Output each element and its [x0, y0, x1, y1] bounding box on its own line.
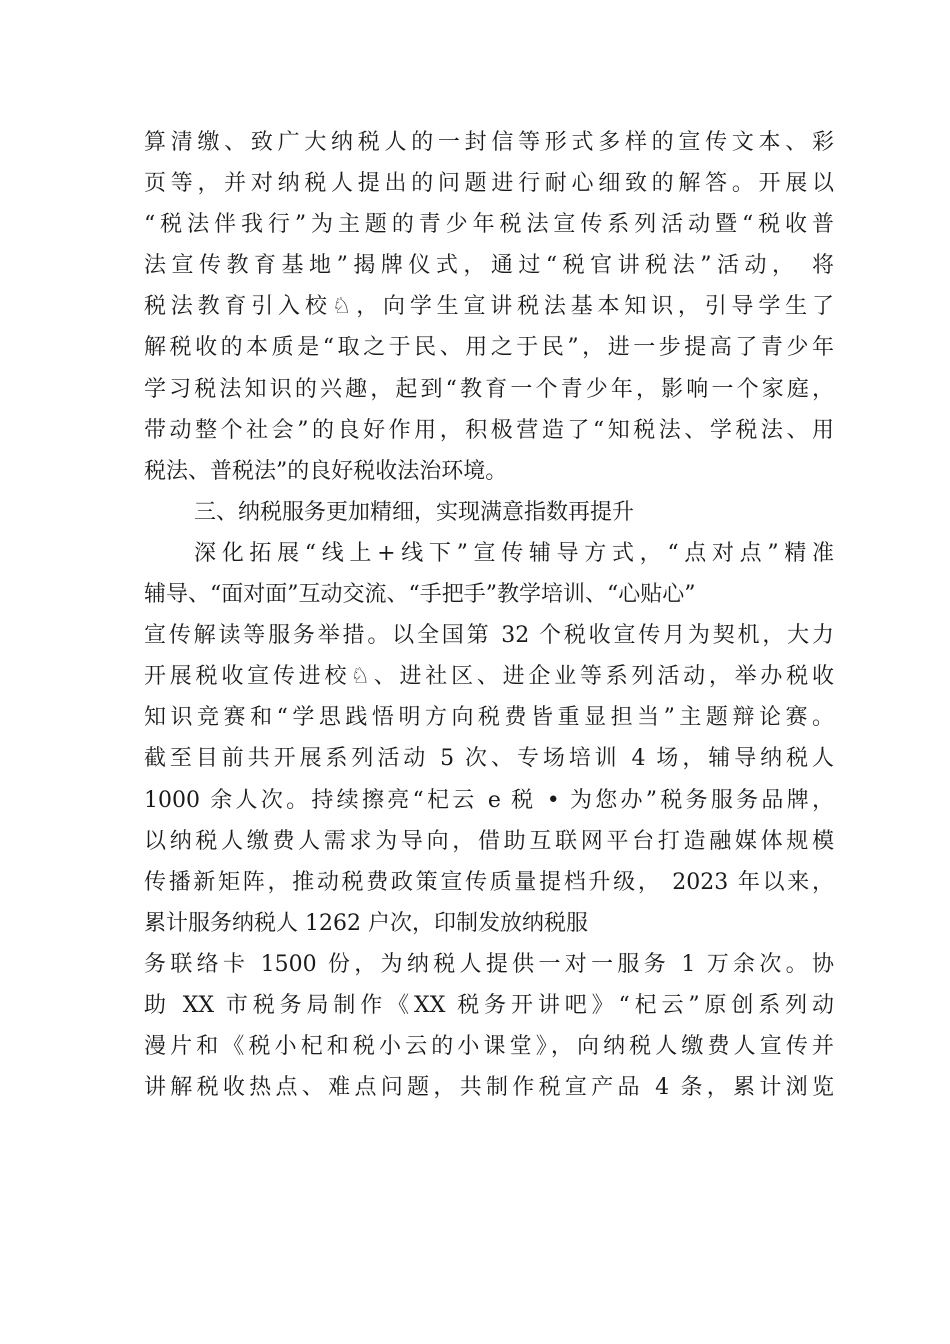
paragraph-line: 以纳税人缴费人需求为导向，借助互联网平台打造融媒体规模	[144, 828, 834, 854]
body-text	[144, 122, 834, 1108]
paragraph-line: 宣传解读等服务举措。以全国第 32 个税收宣传月为契机，大力	[144, 623, 834, 649]
paragraph-line: 截至目前共开展系列活动 5 次、专场培训 4 场，辅导纳税人	[144, 746, 834, 772]
paragraph-line: “税法伴我行”为主题的青少年税法宣传系列活动暨“税收普	[144, 212, 834, 238]
paragraph-line: 1000 余人次。持续擦亮“杞云 e 税 • 为您办”税务服务品牌，	[144, 787, 834, 813]
paragraph-line: 税法教育引入校♘，向学生宣讲税法基本知识，引导学生了	[144, 294, 834, 320]
paragraph-line: 税法、普税法”的良好税收法治环境。	[144, 458, 508, 484]
paragraph-line: 务联络卡 1500 份，为纳税人提供一对一服务 1 万余次。协	[144, 951, 834, 977]
paragraph-line: 漫片和《税小杞和税小云的小课堂》，向纳税人缴费人宣传并	[144, 1034, 834, 1060]
section-heading: 三、纳税服务更加精细，实现满意指数再提升	[194, 499, 635, 525]
paragraph-line: 带动整个社会”的良好作用，积极营造了“知税法、学税法、用	[144, 417, 834, 443]
paragraph-line: 法宣传教育基地”揭牌仪式，通过“税官讲税法”活动， 将	[144, 253, 834, 279]
paragraph-line: 讲解税收热点、难点问题，共制作税宣产品 4 条，累计浏览	[144, 1075, 834, 1101]
paragraph-line: 知识竞赛和“学思践悟明方向税费皆重显担当”主题辩论赛。	[144, 705, 834, 731]
paragraph-line: 开展税收宣传进校♘、进社区、进企业等系列活动，举办税收	[144, 664, 834, 690]
paragraph-line: 深化拓展“线上+线下”宣传辅导方式，“点对点”精准	[194, 540, 834, 566]
paragraph-line: 助 XX 市税务局制作《XX 税务开讲吧》“杞云”原创系列动	[144, 992, 834, 1018]
paragraph-line: 解税收的本质是“取之于民、用之于民”，进一步提高了青少年	[144, 335, 834, 361]
paragraph-line: 学习税法知识的兴趣，起到“教育一个青少年，影响一个家庭，	[144, 376, 834, 402]
paragraph-line: 累计服务纳税人 1262 户次，印制发放纳税服	[144, 910, 588, 936]
paragraph-line: 辅导、“面对面”互动交流、“手把手”教学培训、“心贴心”	[144, 582, 696, 608]
paragraph-line: 算清缴、致广大纳税人的一封信等形式多样的宣传文本、彩	[144, 130, 834, 155]
paragraph-line: 页等，并对纳税人提出的问题进行耐心细致的解答。开展以	[144, 171, 834, 197]
paragraph-line: 传播新矩阵，推动税费政策宣传质量提档升级， 2023 年以来，	[144, 869, 834, 895]
